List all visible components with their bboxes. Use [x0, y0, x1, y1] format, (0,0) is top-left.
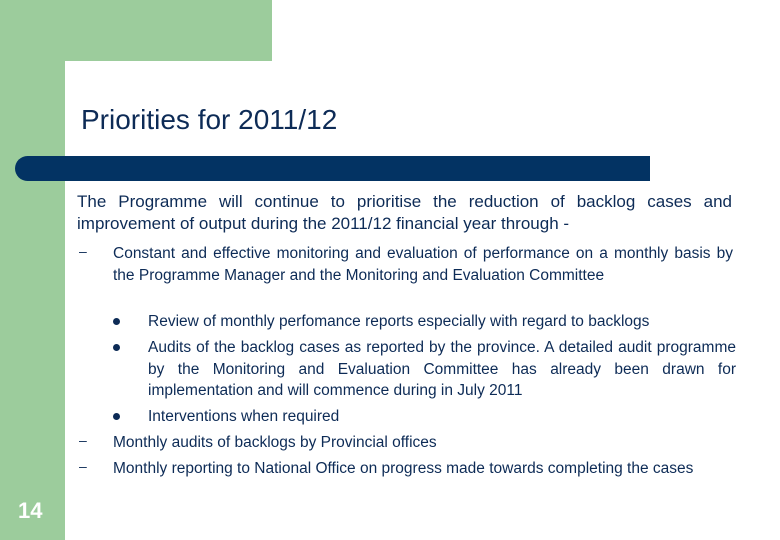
intro-paragraph: The Programme will continue to prioritise the reduction of backlog cases and improvement of output during the 2011/12 financial year through - [77, 192, 732, 233]
sub-list-item: Review of monthly perfomance reports especially with regard to backlogs [148, 313, 650, 330]
dot-bullet-icon [113, 344, 120, 351]
slide-title: Priorities for 2011/12 [81, 104, 338, 135]
list-item: Monthly reporting to National Office on progress made towards completing the cases [113, 460, 694, 477]
dash-bullet-icon: – [79, 432, 87, 448]
page-number: 14 [18, 498, 43, 523]
dot-bullet-icon [113, 318, 120, 325]
dash-bullet-icon: – [79, 458, 87, 474]
sub-list-item: Audits of the backlog cases as reported by the province. A detailed audit programme by the Monitoring and Evaluation Committee has already been drawn for implementation and will commence during in July 2011 [148, 339, 736, 399]
green-side-band [0, 0, 65, 540]
title-divider-bar [15, 156, 650, 181]
green-top-band [0, 0, 272, 61]
dash-bullet-icon: – [79, 243, 87, 259]
list-item: Constant and effective monitoring and evaluation of performance on a monthly basis by the Programme Manager and the Monitoring and Evaluation Committee [113, 245, 733, 284]
dot-bullet-icon [113, 413, 120, 420]
list-item: Monthly audits of backlogs by Provincial offices [113, 434, 437, 451]
sub-list-item: Interventions when required [148, 408, 340, 425]
